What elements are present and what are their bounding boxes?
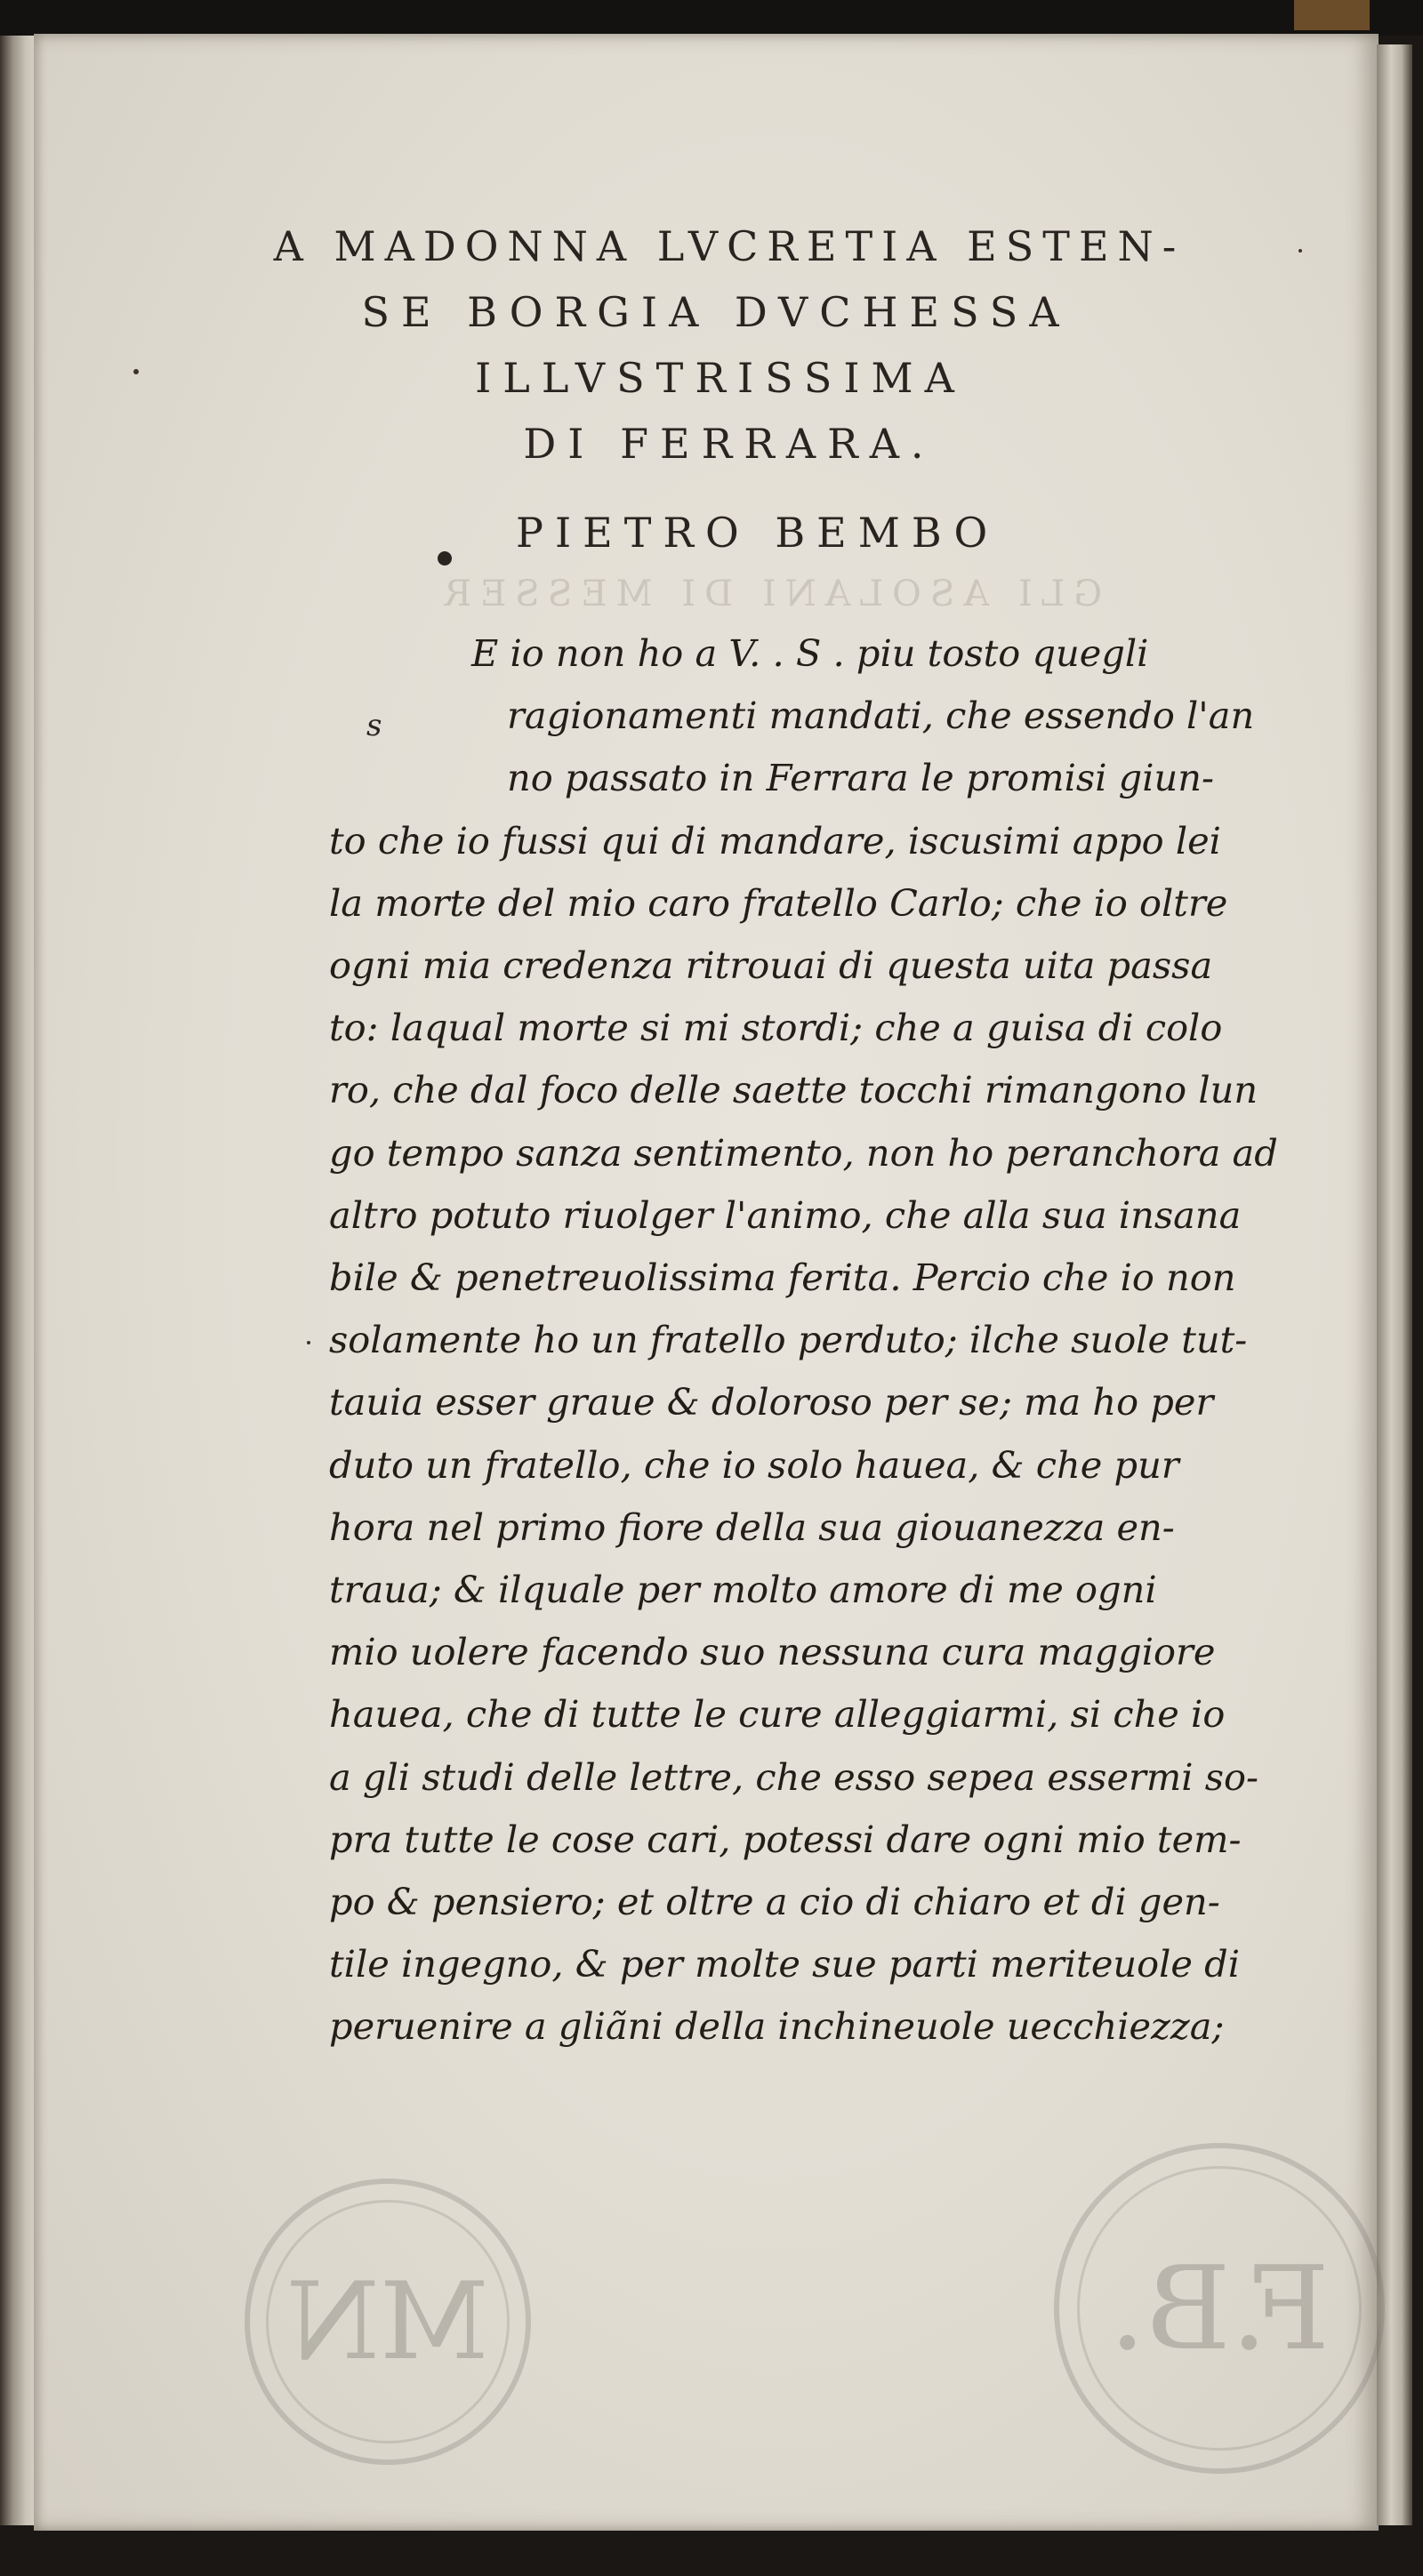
text-line: po & pensiero; et oltre a cio di chiaro et di gen- <box>329 1880 1220 1924</box>
author-heading: PIETRO BEMBO <box>516 509 1000 557</box>
text-line: solamente ho un fratello perduto; ilche suole tut- <box>329 1318 1248 1362</box>
dedication-line: SE BORGIA DVCHESSA <box>361 288 1071 336</box>
text-line: hora nel primo fiore della sua giouanezza en- <box>329 1505 1175 1549</box>
text-line: pra tutte le cose cari, potessi dare ogni mio tem- <box>329 1817 1242 1861</box>
text-line: mio uolere facendo suo nessuna cura maggiore <box>329 1630 1216 1674</box>
bookmark-ribbon <box>1294 0 1370 30</box>
paper-speck <box>1298 249 1302 253</box>
stamp-text: MN <box>286 2259 489 2384</box>
text-line: peruenire a gliãni della inchineuole uecchiezza; <box>329 2004 1225 2049</box>
paper-speck <box>133 369 139 374</box>
paper-speck <box>307 1341 310 1344</box>
body-text <box>329 622 1278 2058</box>
library-stamp-right <box>1054 2143 1385 2474</box>
text-line: go tempo sanza sentimento, non ho peranchora ad <box>329 1130 1278 1175</box>
stamp-text: F.B. <box>1108 2241 1331 2376</box>
text-line: duto un fratello, che io solo hauea, & che pur <box>329 1442 1179 1487</box>
right-page-edge <box>1377 44 1412 2525</box>
text-line: tile ingegno, & per molte sue parti meriteuole di <box>329 1942 1240 1986</box>
text-line: bile & penetreuolissima ferita. Percio che io non <box>329 1256 1236 1300</box>
bleed-through-text: GLI ASOLANI DI MESSER <box>436 574 1103 614</box>
text-line: traua; & ilquale per molto amore di me ogni <box>329 1568 1157 1612</box>
dedication-line: DI FERRARA. <box>523 420 936 468</box>
text-line: ro, che dal foco delle saette tocchi rimangono lun <box>329 1068 1258 1112</box>
dedication-heading <box>267 213 1192 477</box>
left-page-edge <box>0 36 37 2525</box>
text-line: to che io fussi qui di mandare, iscusimi appo lei <box>329 818 1221 863</box>
dedication-line: ILLVSTRISSIMA <box>475 354 966 402</box>
text-line: hauea, che di tutte le cure alleggiarmi, si che io <box>329 1692 1226 1737</box>
text-line: altro potuto riuolger l'animo, che alla sua insana <box>329 1192 1242 1237</box>
marginal-note: s <box>366 708 382 743</box>
text-line: ragionamenti mandati, che essendo l'an <box>507 694 1255 738</box>
bullet-icon <box>438 551 452 566</box>
text-line: E io non ho a V. . S . piu tosto quegli <box>471 631 1149 675</box>
library-stamp-left <box>245 2179 531 2465</box>
text-line: ogni mia credenza ritrouai di questa uita passa <box>329 943 1213 988</box>
text-line: a gli studi delle lettre, che esso sepea essermi so- <box>329 1754 1258 1799</box>
text-line: no passato in Ferrara le promisi giun- <box>507 756 1214 800</box>
text-line: tauia esser graue & doloroso per se; ma ho per <box>329 1380 1214 1424</box>
scan-top-border <box>0 0 1423 36</box>
text-line: to: laqual morte si mi stordi; che a guisa di colo <box>329 1006 1223 1050</box>
text-line: la morte del mio caro fratello Carlo; che io oltre <box>329 880 1228 925</box>
dedication-line: A MADONNA LVCRETIA ESTEN- <box>273 222 1186 270</box>
